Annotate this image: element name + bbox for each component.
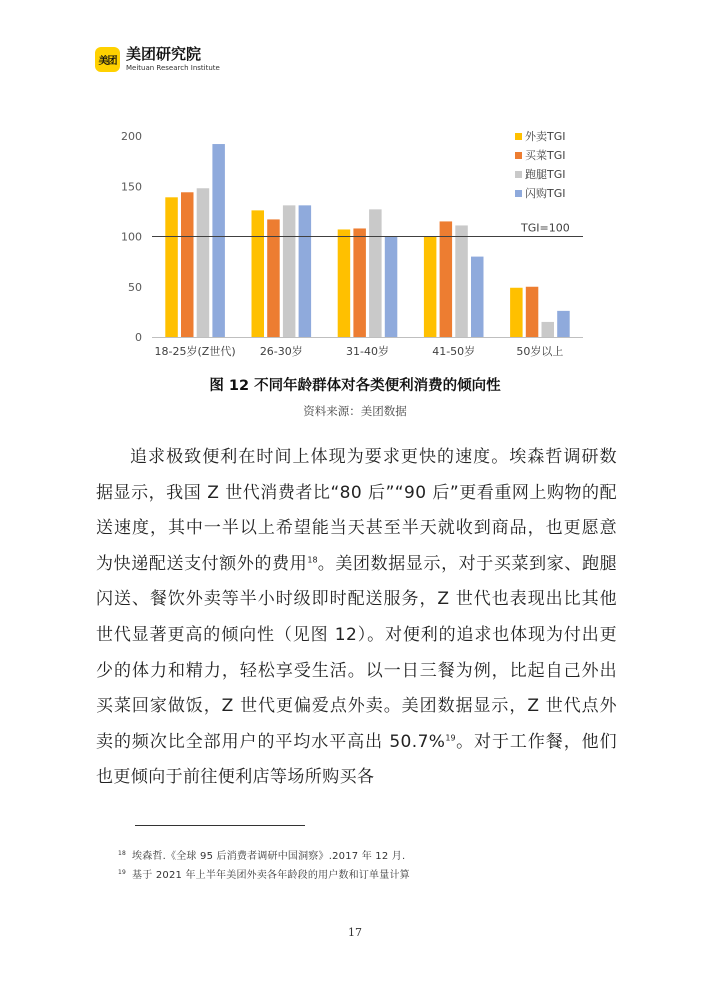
bar (299, 205, 312, 337)
y-tick-label: 200 (121, 130, 142, 143)
bar (252, 210, 265, 337)
bar (455, 225, 468, 337)
x-tick-label: 41-50岁 (432, 345, 476, 358)
bar (526, 287, 539, 337)
bar (283, 205, 296, 337)
logo-icon: 美团 (95, 47, 120, 72)
footnote-ref[interactable]: 18 (307, 555, 318, 565)
legend-swatch (515, 152, 522, 159)
legend-swatch (515, 171, 522, 178)
bar (181, 192, 194, 337)
bar (165, 197, 178, 337)
bar (385, 237, 398, 338)
x-tick-label: 26-30岁 (259, 345, 303, 358)
footnote-number: 19 (118, 868, 127, 876)
bar (338, 229, 351, 337)
logo-text (126, 47, 220, 72)
bar (197, 188, 210, 337)
bar (557, 311, 570, 337)
footnote-text: 埃森哲.《全球 95 后消费者调研中国洞察》.2017 年 12 月. (132, 851, 406, 862)
legend-swatch (515, 133, 522, 140)
logo-name-cn: 美团研究院 (126, 45, 202, 63)
footnote-divider (135, 825, 305, 826)
bar (510, 288, 522, 337)
bar (471, 257, 484, 337)
y-tick-label: 100 (121, 230, 142, 244)
legend-label: 买菜TGI (525, 149, 566, 162)
y-tick-label: 50 (128, 280, 142, 294)
body-paragraph (96, 440, 617, 796)
footnote-item (118, 866, 410, 881)
footnote-text: 基于 2021 年上半年美团外卖各年龄段的用户数和订单量计算 (132, 870, 410, 881)
body-text-part: 追求极致便利在时间上体现为要求更快的速度。埃森哲调研数据显示，我国 Z 世代消费者比“80 后”“90 后”更看重网上购物的配送速度，其中一半以上希望能当天甚至半天就收到商品，也更愿意为快递配送支付额外的费用 (96, 447, 617, 574)
legend-label: 外卖TGI (525, 130, 566, 143)
bar (267, 219, 280, 337)
bar (353, 228, 366, 337)
x-tick-label: 18-25岁(Z世代) (154, 345, 236, 358)
bar (424, 237, 437, 338)
y-tick-label: 150 (121, 180, 142, 194)
figure-caption: 图 12 不同年龄群体对各类便利消费的倾向性 (209, 378, 501, 394)
bar (212, 144, 225, 337)
figure-source: 资料来源：美团数据 (303, 404, 407, 418)
body-text-part: 。美团数据显示，对于买菜到家、跑腿闪送、餐饮外卖等半小时级即时配送服务，Z 世代也表现出比其他世代显著更高的倾向性（见图 12）。对便利的追求也体现为付出更少的体力和精力，轻松享受生活。以一日三餐为例，比起自己外出买菜回家做饭，Z 世代更偏爱点外卖。美团数据显示，Z 世代点外卖的频次比全部用户的平均水平高出 50.7% (96, 553, 617, 752)
logo-name-en: Meituan Research Institute (126, 64, 220, 72)
bar (440, 221, 453, 337)
footnote-number: 18 (118, 849, 127, 857)
legend-swatch (515, 190, 522, 197)
page-number: 17 (348, 926, 362, 939)
footnote-item (118, 847, 405, 862)
y-tick-label: 0 (135, 331, 142, 344)
footnote-ref[interactable]: 19 (445, 733, 456, 743)
tgi-bar-chart (105, 120, 605, 365)
legend-label: 闪购TGI (525, 187, 566, 200)
reference-line-label: TGI=100 (521, 221, 570, 235)
x-tick-label: 31-40岁 (346, 345, 389, 358)
legend-label: 跑腿TGI (525, 168, 566, 181)
bar (369, 209, 382, 337)
body-text-part: 。对于工作餐，他们也更倾向于前往便利店等场所购买各 (96, 731, 617, 788)
meituan-logo (95, 47, 220, 72)
bar (542, 322, 555, 337)
x-tick-label: 50岁以上 (516, 345, 564, 358)
